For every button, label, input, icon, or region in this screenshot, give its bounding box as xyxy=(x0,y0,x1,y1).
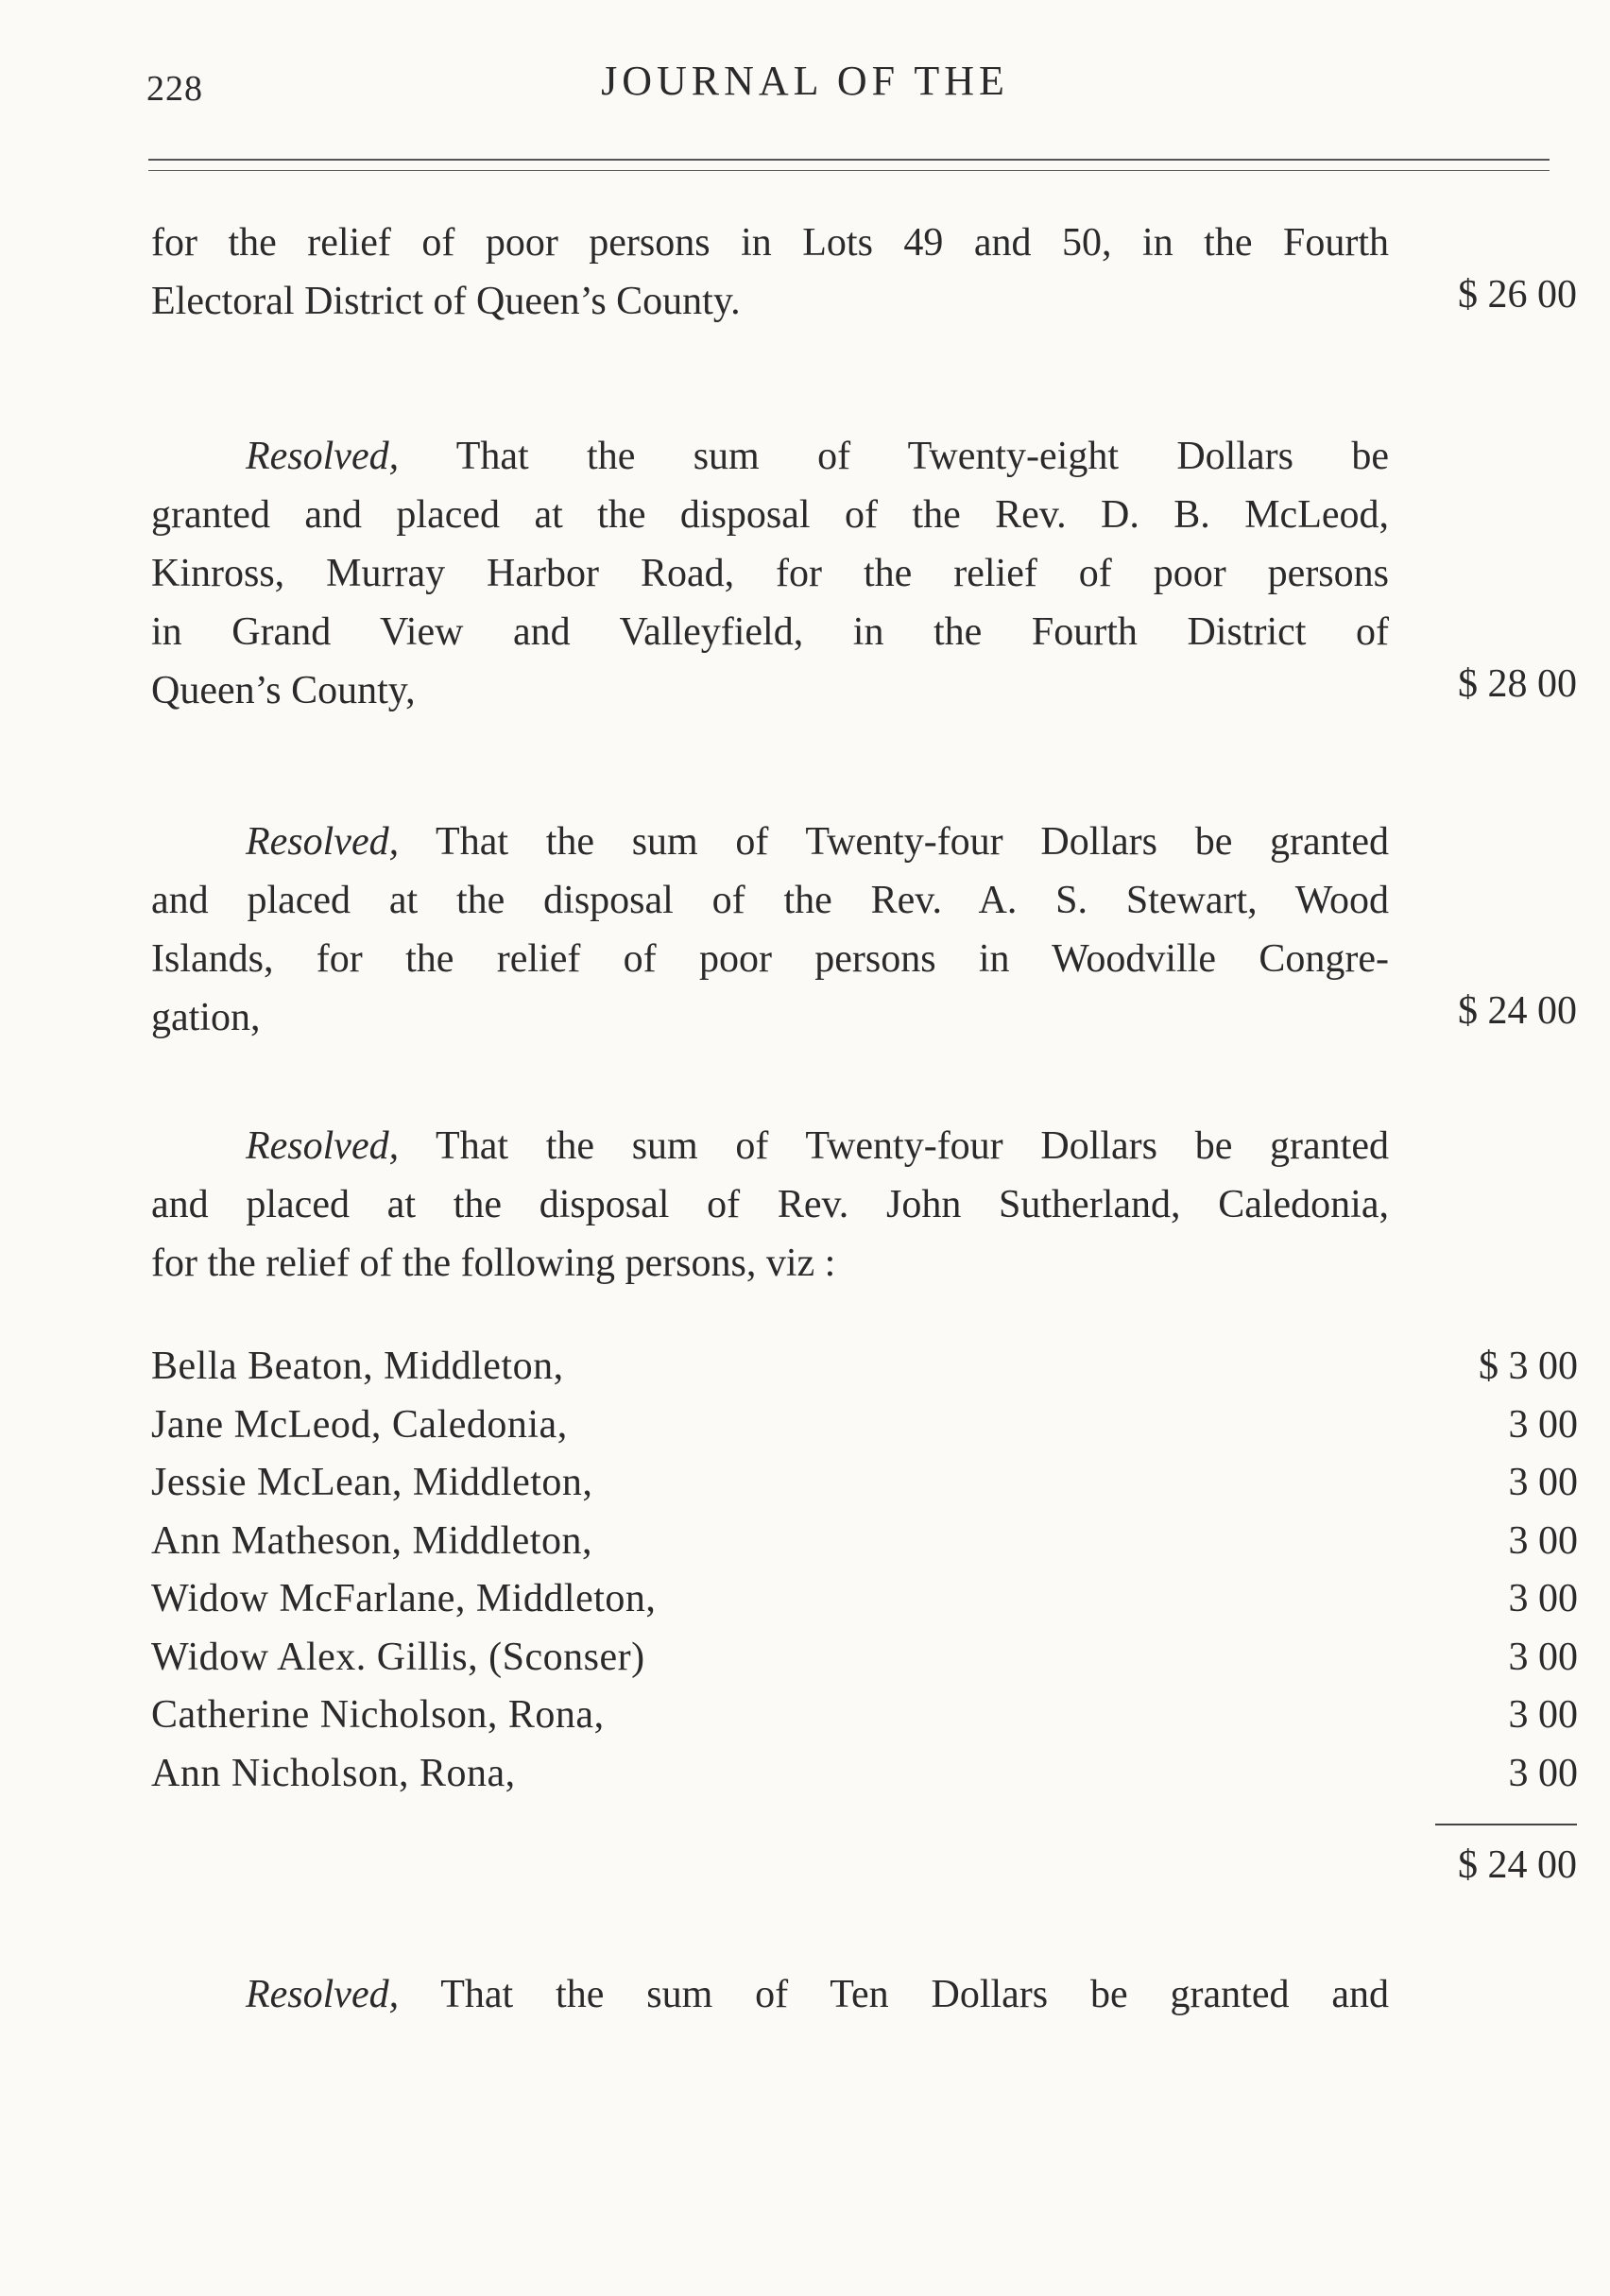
text-line xyxy=(151,813,1389,871)
running-head: JOURNAL OF THE xyxy=(601,58,1009,104)
resolved-word: Resolved, xyxy=(246,435,400,478)
amount-woodville: $ 24 00 xyxy=(1458,989,1577,1033)
list-item xyxy=(151,1513,1578,1571)
text-line: gation, xyxy=(151,996,261,1039)
sum-rule xyxy=(1435,1824,1577,1825)
line-text: That the sum of Ten Dollars be granted and xyxy=(399,1973,1389,2016)
person-amount: 3 00 xyxy=(1508,1461,1578,1504)
paragraph-woodville xyxy=(151,813,1389,1047)
page-number: 228 xyxy=(146,69,203,109)
list-item xyxy=(151,1629,1578,1688)
person-name: Jessie McLean, Middleton, xyxy=(151,1461,593,1504)
person-name: Widow McFarlane, Middleton, xyxy=(151,1577,657,1620)
relief-total: $ 24 00 xyxy=(1458,1843,1577,1887)
text-line: granted and placed at the disposal of the Rev. D. B. McLeod, xyxy=(151,493,1389,537)
person-amount: 3 00 xyxy=(1508,1751,1578,1795)
header-rule-thin xyxy=(148,170,1550,171)
text-line xyxy=(151,427,1389,486)
person-name: Widow Alex. Gillis, (Sconser) xyxy=(151,1635,645,1679)
resolved-word: Resolved, xyxy=(246,1124,400,1168)
text-line: Kinross, Murray Harbor Road, for the relief of poor persons xyxy=(151,552,1389,595)
person-amount: 3 00 xyxy=(1508,1693,1578,1737)
text-line xyxy=(151,1117,1389,1175)
list-item xyxy=(151,1396,1578,1455)
text-line: and placed at the disposal of Rev. John Sutherland, Caledonia, xyxy=(151,1183,1389,1226)
person-name: Catherine Nicholson, Rona, xyxy=(151,1693,605,1737)
text-line: Electoral District of Queen’s County. xyxy=(151,280,741,323)
text-line: Islands, for the relief of poor persons in Woodville Congre- xyxy=(151,937,1389,981)
list-item xyxy=(151,1745,1578,1804)
amount-grand-view: $ 28 00 xyxy=(1458,662,1577,706)
relief-list xyxy=(151,1338,1578,1803)
text-line: for the relief of poor persons in Lots 49 and 50, in the Fourth xyxy=(151,221,1389,265)
list-item xyxy=(151,1570,1578,1629)
person-name: Ann Matheson, Middleton, xyxy=(151,1518,592,1563)
person-name: Jane McLeod, Caledonia, xyxy=(151,1402,568,1447)
person-amount: 3 00 xyxy=(1508,1402,1578,1447)
paragraph-ten-dollars xyxy=(151,1965,1389,2024)
paragraph-grand-view xyxy=(151,427,1389,720)
text-line: and placed at the disposal of the Rev. A. S. Stewart, Wood xyxy=(151,879,1389,922)
text-line: for the relief of the following persons, viz : xyxy=(151,1242,836,1285)
person-amount: $ 3 00 xyxy=(1479,1345,1578,1388)
paragraph-caledonia xyxy=(151,1117,1389,1293)
text-line: in Grand View and Valleyfield, in the Fourth District of xyxy=(151,610,1389,654)
header-rule xyxy=(148,159,1550,161)
list-item xyxy=(151,1338,1578,1396)
person-name: Ann Nicholson, Rona, xyxy=(151,1751,516,1795)
list-item xyxy=(151,1687,1578,1745)
paragraph-lots-49-50 xyxy=(151,214,1389,331)
line-text: That the sum of Twenty-eight Dollars be xyxy=(399,435,1389,478)
text-line xyxy=(151,1965,1389,2024)
text-line: Queen’s County, xyxy=(151,669,416,712)
person-amount: 3 00 xyxy=(1508,1518,1578,1563)
person-name: Bella Beaton, Middleton, xyxy=(151,1345,564,1388)
line-text: That the sum of Twenty-four Dollars be granted xyxy=(399,820,1389,864)
person-amount: 3 00 xyxy=(1508,1635,1578,1679)
resolved-word: Resolved, xyxy=(246,1973,400,2016)
person-amount: 3 00 xyxy=(1508,1577,1578,1620)
amount-lots-49-50: $ 26 00 xyxy=(1458,273,1577,317)
line-text: That the sum of Twenty-four Dollars be granted xyxy=(399,1124,1389,1168)
resolved-word: Resolved, xyxy=(246,820,400,864)
list-item xyxy=(151,1454,1578,1513)
